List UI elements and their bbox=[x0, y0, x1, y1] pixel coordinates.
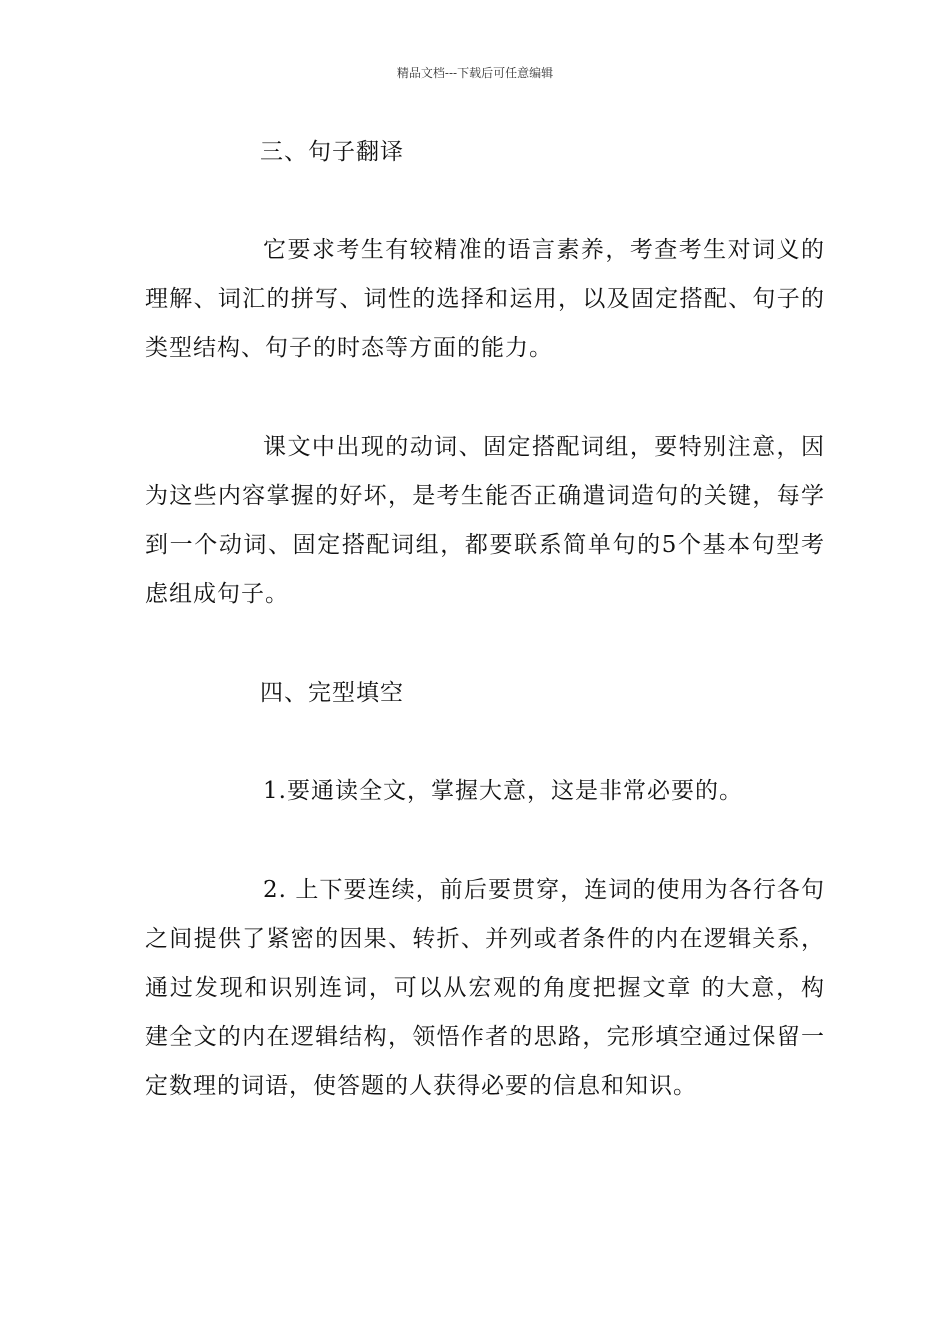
paragraph-cloze-point-1: 1.要通读全文，掌握大意，这是非常必要的。 bbox=[263, 778, 743, 804]
paragraph-translation-requirements: 它要求考生有较精准的语言素养，考查考生对词义的理解、词汇的拼写、词性的选择和运用，以及固定搭配、句子的类型结构、句子的时态等方面的能力。 bbox=[145, 237, 825, 361]
section-title-cloze: 四、完型填空 bbox=[260, 680, 404, 706]
page-header: 精品文档---下载后可任意编辑 bbox=[396, 66, 554, 80]
document-body bbox=[145, 128, 825, 1161]
paragraph-verb-collocations: 课文中出现的动词、固定搭配词组，要特别注意，因为这些内容掌握的好坏，是考生能否正确遣词造句的关键，每学到一个动词、固定搭配词组，都要联系简单句的5个基本句型考虑组成句子。 bbox=[145, 434, 825, 607]
paragraph-cloze-point-2: 2. 上下要连续，前后要贯穿，连词的使用为各行各句之间提供了紧密的因果、转折、并列或者条件的内在逻辑关系，通过发现和识别连词，可以从宏观的角度把握文章 的大意，构建全文的内在逻辑结构，领悟作者的思路，完形填空通过保留一定数理的词语，使答题的人获得必要的信息和知识。 bbox=[145, 877, 825, 1099]
section-title-sentence-translation: 三、句子翻译 bbox=[260, 139, 404, 165]
